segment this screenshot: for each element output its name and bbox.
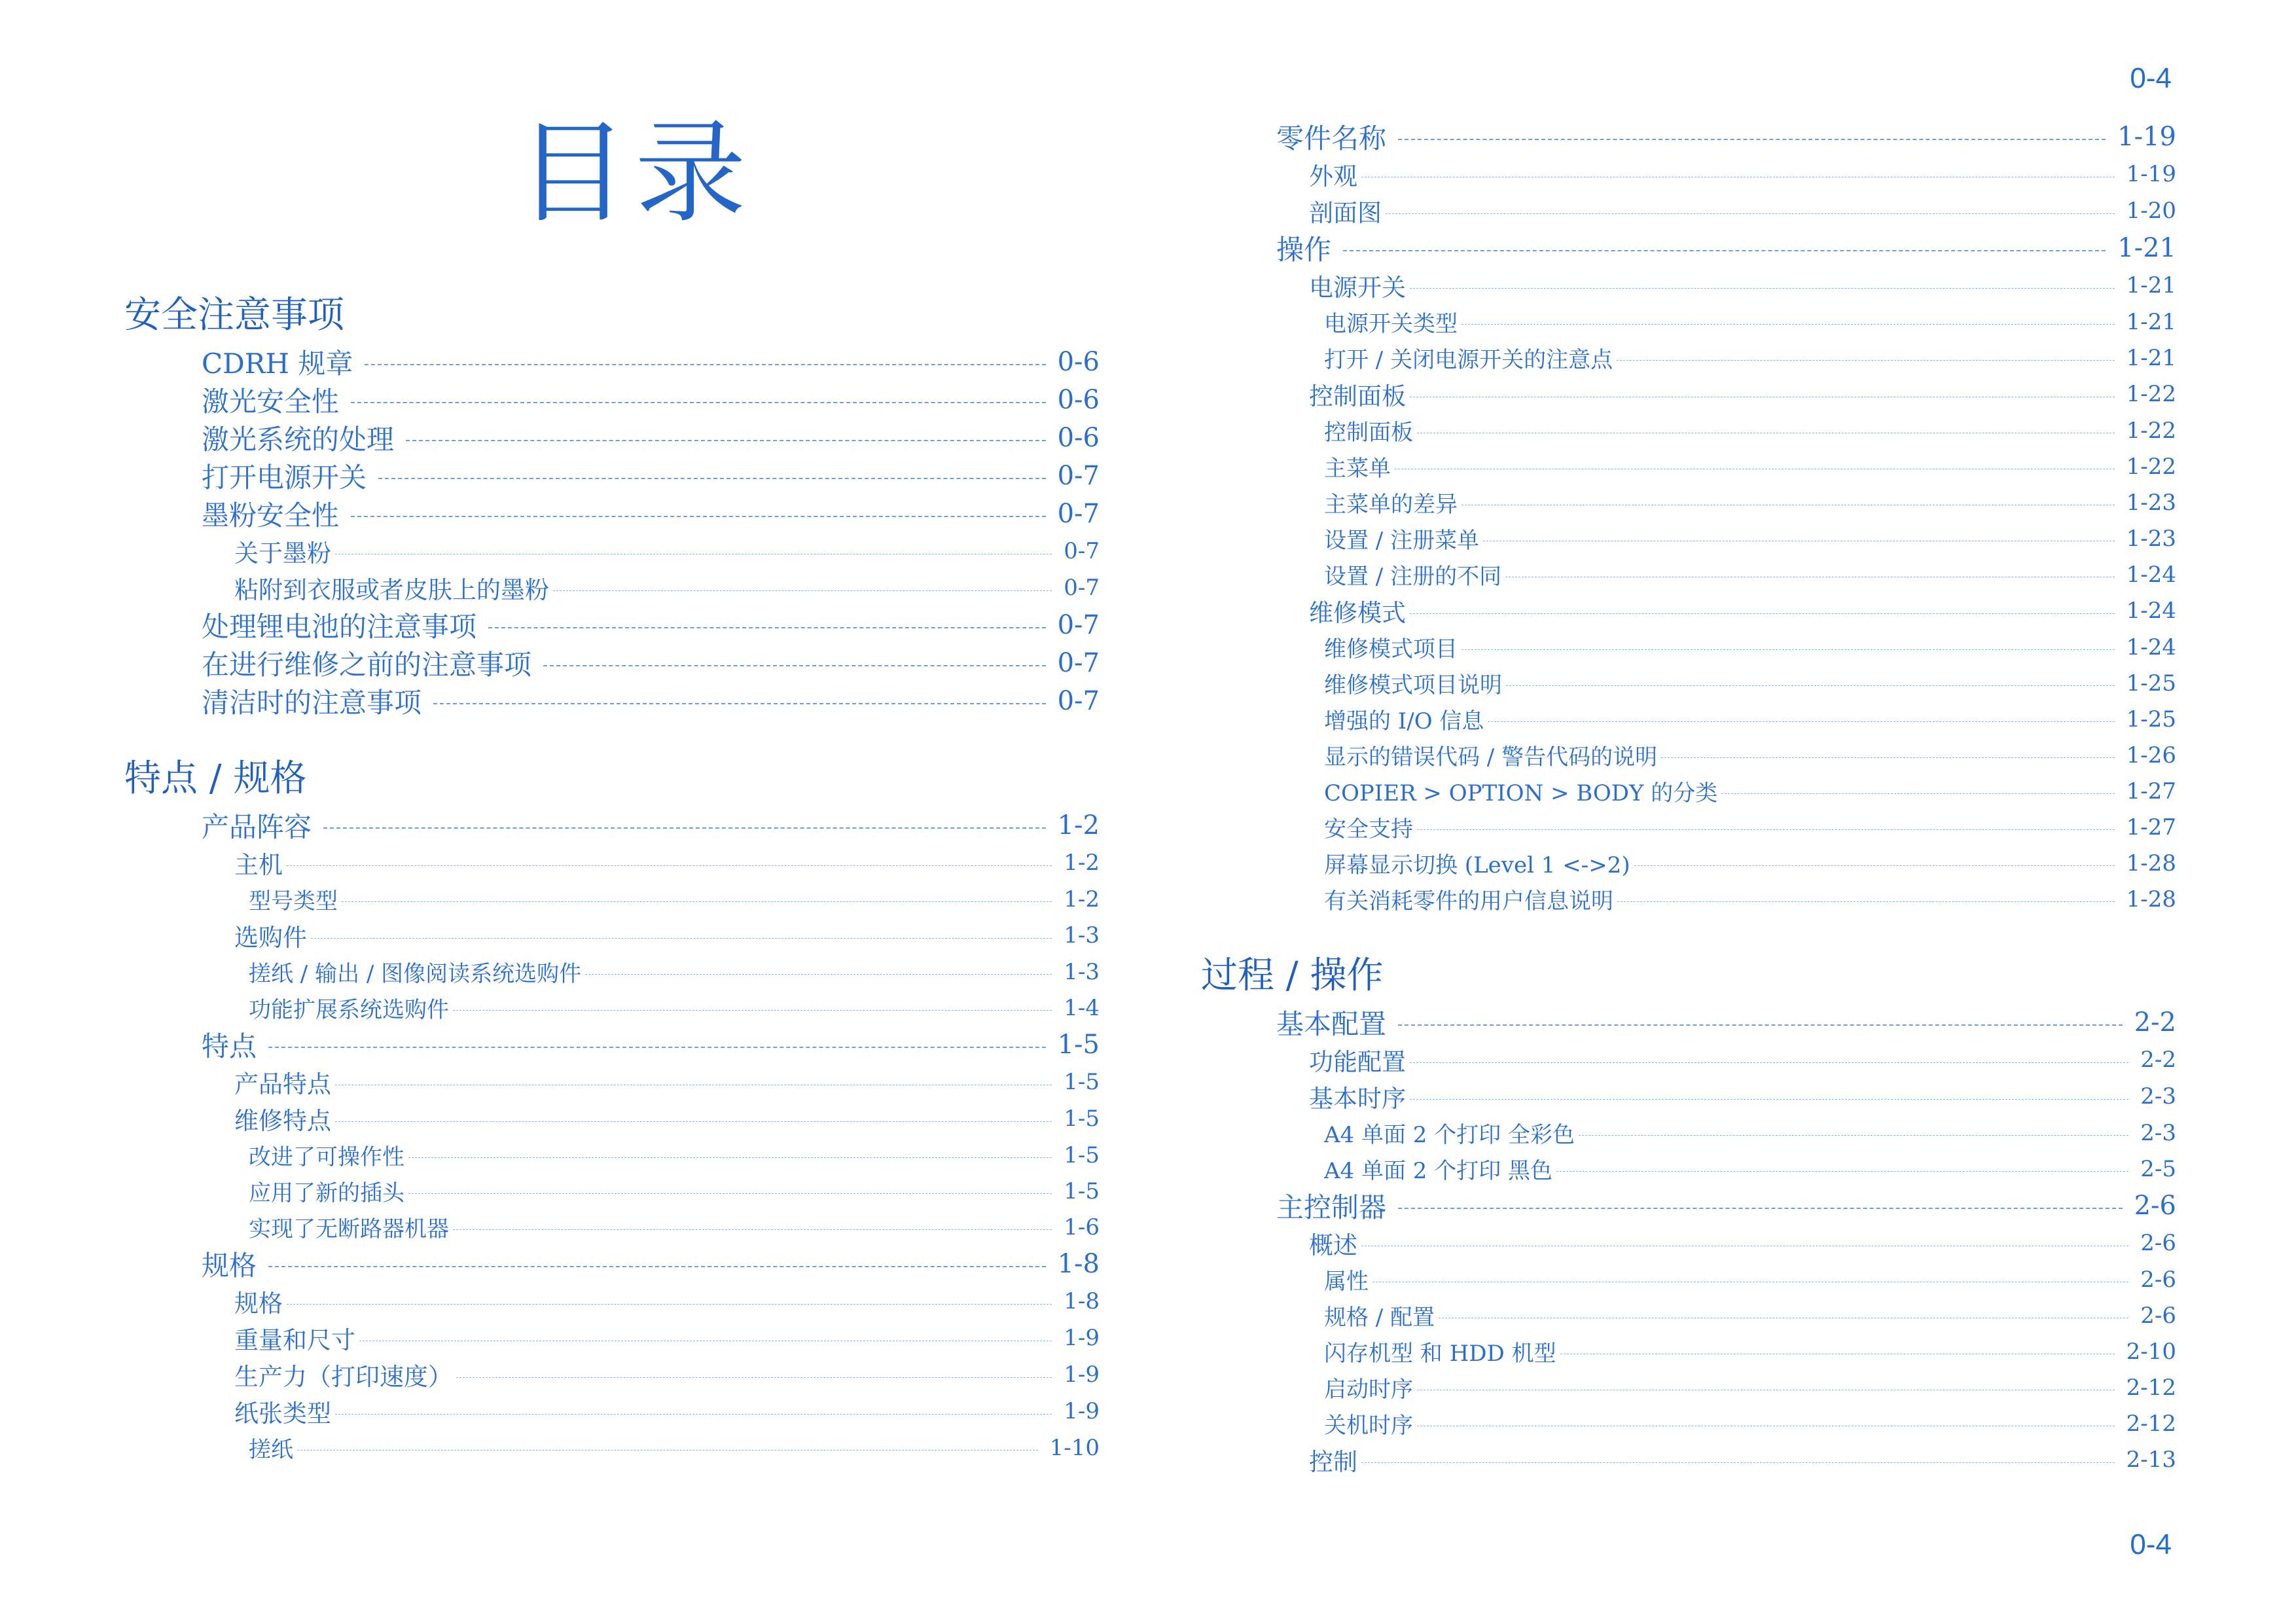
toc-entry-page: 1-24 bbox=[2126, 634, 2176, 660]
toc-entry-page: 1-2 bbox=[1064, 850, 1100, 876]
toc-entry-label: 闪存机型 和 HDD 机型 bbox=[1324, 1341, 1556, 1367]
toc-entry-page: 2-6 bbox=[2140, 1230, 2176, 1256]
section-heading: 过程 / 操作 bbox=[1201, 954, 1384, 997]
toc-entry[interactable] bbox=[1201, 192, 2176, 229]
toc-entry[interactable] bbox=[1201, 412, 2176, 448]
page-number-top: 0-4 bbox=[2130, 62, 2172, 94]
toc-entry-page: 1-9 bbox=[1064, 1325, 1100, 1351]
toc-entry-label: 搓纸 / 输出 / 图像阅读系统选购件 bbox=[249, 961, 582, 987]
toc-entry[interactable] bbox=[1201, 1441, 2176, 1478]
dot-leader bbox=[1617, 360, 2115, 361]
toc-entry[interactable] bbox=[124, 343, 1100, 381]
toc-entry-page: 1-5 bbox=[1064, 1069, 1100, 1095]
dot-leader bbox=[1410, 1062, 2128, 1063]
dot-leader bbox=[287, 865, 1052, 866]
dot-leader bbox=[1556, 1171, 2128, 1172]
toc-entry-label: 有关消耗零件的用户信息说明 bbox=[1324, 888, 1613, 914]
toc-entry[interactable] bbox=[124, 954, 1100, 990]
dot-leader bbox=[1462, 649, 2115, 650]
toc-entry-page: 2-3 bbox=[2140, 1083, 2176, 1110]
toc-entry-page: 1-4 bbox=[1064, 994, 1100, 1021]
toc-entry-label: 维修模式项目 bbox=[1324, 636, 1458, 662]
dot-leader bbox=[287, 1304, 1052, 1305]
dot-leader bbox=[365, 364, 1045, 365]
toc-entry-page: 1-2 bbox=[1057, 810, 1100, 840]
toc-entry[interactable] bbox=[124, 495, 1100, 533]
toc-entry-page: 2-13 bbox=[2126, 1447, 2176, 1473]
dot-leader bbox=[406, 440, 1046, 441]
toc-entry-label: 规格 / 配置 bbox=[1324, 1305, 1435, 1331]
toc-entry-label: 主菜单 bbox=[1324, 456, 1391, 482]
toc-entry[interactable] bbox=[1201, 881, 2176, 917]
toc-entry-page: 1-20 bbox=[2126, 198, 2176, 224]
toc-entry-page: 0-7 bbox=[1057, 461, 1100, 491]
toc-entry-label: 重量和尺寸 bbox=[234, 1326, 355, 1354]
toc-entry-label: 启动时序 bbox=[1324, 1377, 1413, 1403]
toc-entry-label: 操作 bbox=[1276, 234, 1332, 266]
toc-entry[interactable] bbox=[124, 1026, 1100, 1064]
toc-entry-label: 功能配置 bbox=[1309, 1048, 1406, 1076]
toc-entry[interactable] bbox=[1201, 1333, 2176, 1369]
toc-entry[interactable] bbox=[124, 1064, 1100, 1100]
dot-leader bbox=[342, 901, 1052, 902]
toc-entry[interactable] bbox=[124, 1137, 1100, 1173]
dot-leader bbox=[488, 627, 1046, 628]
toc-entry-page: 0-7 bbox=[1057, 686, 1100, 716]
toc-entry[interactable] bbox=[1201, 267, 2176, 304]
toc-entry[interactable] bbox=[1201, 484, 2176, 520]
toc-entry-page: 2-6 bbox=[2140, 1302, 2176, 1329]
toc-entry[interactable] bbox=[1201, 448, 2176, 484]
toc-entry[interactable] bbox=[1201, 1041, 2176, 1078]
toc-entry-label: 粘附到衣服或者皮肤上的墨粉 bbox=[234, 576, 549, 604]
dot-leader bbox=[585, 974, 1052, 975]
dot-leader bbox=[1462, 324, 2115, 325]
toc-entry-page: 1-24 bbox=[2126, 598, 2176, 624]
dot-leader bbox=[1410, 1099, 2128, 1100]
toc-entry-page: 1-21 bbox=[2126, 308, 2176, 335]
toc-entry-label: 主菜单的差异 bbox=[1324, 492, 1458, 518]
toc-entry-label: 处理锂电池的注意事项 bbox=[202, 611, 477, 643]
toc-entry[interactable] bbox=[124, 1320, 1100, 1356]
toc-entry-page: 1-5 bbox=[1064, 1178, 1100, 1204]
toc-entry-page: 1-27 bbox=[2126, 778, 2176, 804]
page-number-bottom: 0-4 bbox=[2130, 1528, 2172, 1561]
dot-leader bbox=[1343, 250, 2106, 251]
toc-entry[interactable] bbox=[124, 1356, 1100, 1393]
toc-entry[interactable] bbox=[124, 1393, 1100, 1430]
toc-entry-label: 控制 bbox=[1309, 1448, 1357, 1476]
toc-entry[interactable] bbox=[1201, 845, 2176, 881]
toc-entry-label: 功能扩展系统选购件 bbox=[249, 997, 449, 1023]
section-heading: 特点 / 规格 bbox=[124, 757, 307, 800]
dot-leader bbox=[1634, 865, 2115, 866]
dot-leader bbox=[1398, 139, 2106, 140]
toc-entry[interactable] bbox=[1201, 229, 2176, 267]
toc-entry-label: 激光系统的处理 bbox=[202, 424, 395, 456]
toc-entry-label: 控制面板 bbox=[1309, 382, 1406, 410]
toc-entry-page: 2-12 bbox=[2126, 1410, 2176, 1437]
section-heading: 安全注意事项 bbox=[124, 294, 344, 336]
dot-leader bbox=[351, 402, 1046, 403]
dot-leader bbox=[1579, 1135, 2128, 1136]
toc-entry[interactable] bbox=[1201, 1405, 2176, 1441]
toc-entry-label: 剖面图 bbox=[1309, 199, 1382, 227]
dot-leader bbox=[351, 516, 1046, 517]
toc-entry[interactable] bbox=[1201, 1151, 2176, 1187]
toc-entry-page: 1-9 bbox=[1064, 1398, 1100, 1424]
toc-entry-page: 0-7 bbox=[1057, 610, 1100, 640]
toc-entry-label: 属性 bbox=[1324, 1269, 1369, 1295]
dot-leader bbox=[1410, 613, 2115, 614]
toc-entry[interactable] bbox=[124, 1209, 1100, 1245]
toc-entry-page: 1-25 bbox=[2126, 670, 2176, 696]
toc-entry[interactable] bbox=[1201, 1261, 2176, 1297]
dot-leader bbox=[1506, 685, 2115, 686]
toc-entry-page: 1-5 bbox=[1064, 1106, 1100, 1132]
dot-leader bbox=[543, 665, 1046, 666]
toc-entry-page: 1-21 bbox=[2126, 272, 2176, 298]
dot-leader bbox=[1398, 1208, 2123, 1209]
toc-entry-page: 1-21 bbox=[2126, 344, 2176, 371]
toc-entry-page: 2-2 bbox=[2140, 1047, 2176, 1073]
toc-entry-page: 1-23 bbox=[2126, 489, 2176, 516]
toc-entry-label: 基本时序 bbox=[1309, 1085, 1406, 1113]
dot-leader bbox=[1386, 213, 2115, 214]
toc-entry-page: 1-22 bbox=[2126, 381, 2176, 407]
toc-entry[interactable] bbox=[124, 1245, 1100, 1283]
toc-entry[interactable] bbox=[1201, 1225, 2176, 1261]
toc-entry[interactable] bbox=[1201, 556, 2176, 592]
dot-leader bbox=[408, 1157, 1052, 1158]
toc-entry[interactable] bbox=[1201, 737, 2176, 773]
toc-entry-page: 1-8 bbox=[1064, 1288, 1100, 1314]
toc-entry-page: 0-7 bbox=[1064, 538, 1100, 564]
toc-entry[interactable] bbox=[124, 1283, 1100, 1320]
dot-leader bbox=[1410, 288, 2115, 289]
toc-entry-label: 激光安全性 bbox=[202, 386, 340, 418]
toc-entry-label: 产品特点 bbox=[234, 1070, 331, 1098]
dot-leader bbox=[268, 1266, 1046, 1267]
toc-entry-page: 1-5 bbox=[1057, 1030, 1100, 1060]
toc-entry-page: 1-22 bbox=[2126, 453, 2176, 480]
dot-leader bbox=[433, 703, 1046, 704]
toc-entry[interactable] bbox=[1201, 592, 2176, 629]
toc-entry-page: 1-23 bbox=[2126, 525, 2176, 552]
toc-entry[interactable] bbox=[1201, 1115, 2176, 1151]
toc-right-column bbox=[1201, 118, 2176, 1478]
toc-entry-page: 1-19 bbox=[2117, 122, 2176, 152]
toc-entry-label: COPIER > OPTION > BODY 的分类 bbox=[1324, 780, 1718, 806]
toc-entry[interactable] bbox=[124, 606, 1100, 644]
toc-entry-label: 应用了新的插头 bbox=[249, 1180, 404, 1206]
toc-entry-label: 主控制器 bbox=[1276, 1191, 1387, 1223]
toc-entry[interactable] bbox=[124, 457, 1100, 495]
toc-entry-label: 增强的 I/O 信息 bbox=[1324, 708, 1484, 734]
toc-entry-page: 0-6 bbox=[1057, 347, 1100, 377]
toc-entry-page: 2-12 bbox=[2126, 1374, 2176, 1401]
toc-entry-page: 0-7 bbox=[1064, 575, 1100, 601]
toc-entry-label: 打开 / 关闭电源开关的注意点 bbox=[1324, 347, 1613, 373]
toc-entry[interactable] bbox=[124, 1100, 1100, 1137]
toc-entry-label: 关于墨粉 bbox=[234, 539, 331, 568]
dot-leader bbox=[1721, 793, 2114, 794]
toc-entry[interactable] bbox=[124, 381, 1100, 419]
toc-entry-label: 维修特点 bbox=[234, 1107, 331, 1135]
dot-leader bbox=[1661, 757, 2115, 758]
toc-entry[interactable] bbox=[1201, 1078, 2176, 1115]
toc-entry[interactable] bbox=[1201, 376, 2176, 412]
toc-entry-label: 维修模式 bbox=[1309, 599, 1406, 627]
toc-entry-label: 纸张类型 bbox=[234, 1399, 331, 1428]
toc-entry-page: 1-25 bbox=[2126, 706, 2176, 732]
toc-entry-page: 2-2 bbox=[2134, 1007, 2176, 1038]
toc-entry-label: 电源开关 bbox=[1309, 274, 1406, 302]
toc-entry-page: 1-22 bbox=[2126, 417, 2176, 444]
toc-entry-label: 电源开关类型 bbox=[1324, 311, 1458, 337]
toc-entry[interactable] bbox=[1201, 520, 2176, 556]
toc-entry-page: 1-27 bbox=[2126, 814, 2176, 840]
toc-entry[interactable] bbox=[1201, 1003, 2176, 1041]
toc-entry-label: 概述 bbox=[1309, 1231, 1357, 1259]
toc-entry-label: 改进了可操作性 bbox=[249, 1144, 404, 1170]
toc-entry-label: 维修模式项目说明 bbox=[1324, 672, 1502, 698]
toc-entry-label: 设置 / 注册菜单 bbox=[1324, 528, 1480, 554]
dot-leader bbox=[453, 1229, 1052, 1230]
toc-entry-label: 控制面板 bbox=[1324, 420, 1413, 446]
dot-leader bbox=[1488, 721, 2114, 722]
dot-leader bbox=[297, 1450, 1038, 1451]
toc-entry-page: 0-6 bbox=[1057, 423, 1100, 453]
toc-entry-page: 1-19 bbox=[2126, 161, 2176, 187]
toc-entry-label: 生产力（打印速度） bbox=[234, 1363, 452, 1391]
dot-leader bbox=[1617, 901, 2115, 902]
toc-entry-page: 2-3 bbox=[2140, 1119, 2176, 1146]
toc-entry-label: A4 单面 2 个打印 全彩色 bbox=[1324, 1122, 1575, 1148]
page-title: 目录 bbox=[517, 109, 753, 238]
dot-leader bbox=[408, 1193, 1052, 1194]
toc-entry[interactable] bbox=[1201, 1369, 2176, 1405]
toc-entry-label: 特点 bbox=[202, 1030, 257, 1062]
toc-entry-page: 2-5 bbox=[2140, 1155, 2176, 1182]
toc-entry-label: A4 单面 2 个打印 黑色 bbox=[1324, 1158, 1553, 1184]
toc-entry-label: 屏幕显示切换 (Level 1 <->2) bbox=[1324, 852, 1630, 878]
toc-entry[interactable] bbox=[124, 806, 1100, 844]
toc-entry-page: 0-7 bbox=[1057, 648, 1100, 678]
toc-entry-label: 型号类型 bbox=[249, 888, 338, 914]
toc-entry-label: 清洁时的注意事项 bbox=[202, 687, 422, 719]
toc-entry-label: 主机 bbox=[234, 851, 283, 879]
toc-entry-label: 安全支持 bbox=[1324, 816, 1413, 842]
toc-entry-label: 选购件 bbox=[234, 924, 307, 952]
toc-entry[interactable] bbox=[124, 533, 1100, 569]
dot-leader bbox=[335, 1414, 1052, 1415]
toc-entry[interactable] bbox=[1201, 304, 2176, 340]
toc-entry-page: 1-28 bbox=[2126, 886, 2176, 912]
toc-entry-page: 2-6 bbox=[2140, 1266, 2176, 1293]
toc-entry[interactable] bbox=[124, 644, 1100, 682]
toc-entry-label: 规格 bbox=[234, 1290, 283, 1318]
toc-entry-label: 产品阵容 bbox=[202, 811, 312, 843]
toc-entry-label: 零件名称 bbox=[1276, 122, 1387, 154]
toc-entry-page: 1-3 bbox=[1064, 958, 1100, 985]
toc-entry[interactable] bbox=[1201, 629, 2176, 665]
toc-entry-page: 2-6 bbox=[2134, 1191, 2176, 1221]
toc-entry-label: 搓纸 bbox=[249, 1437, 293, 1463]
toc-entry-label: 打开电源开关 bbox=[202, 461, 367, 494]
toc-entry-page: 1-21 bbox=[2117, 233, 2176, 263]
toc-entry-page: 1-9 bbox=[1064, 1362, 1100, 1388]
toc-entry-label: 显示的错误代码 / 警告代码的说明 bbox=[1324, 744, 1658, 770]
dot-leader bbox=[311, 938, 1052, 939]
toc-entry[interactable] bbox=[124, 569, 1100, 606]
toc-entry-label: 规格 bbox=[202, 1250, 257, 1282]
toc-entry[interactable] bbox=[1201, 665, 2176, 701]
dot-leader bbox=[378, 478, 1046, 479]
toc-entry-page: 1-3 bbox=[1064, 922, 1100, 948]
toc-entry-page: 1-26 bbox=[2126, 742, 2176, 768]
toc-entry-label: 外观 bbox=[1309, 162, 1357, 190]
dot-leader bbox=[1417, 829, 2115, 830]
toc-entry-label: 在进行维修之前的注意事项 bbox=[202, 649, 532, 681]
toc-entry-page: 0-6 bbox=[1057, 385, 1100, 415]
toc-entry[interactable] bbox=[1201, 1187, 2176, 1225]
toc-entry-label: 基本配置 bbox=[1276, 1008, 1387, 1040]
toc-entry[interactable] bbox=[1201, 340, 2176, 376]
dot-leader bbox=[1361, 1462, 2115, 1463]
toc-left-column bbox=[124, 288, 1100, 1466]
toc-entry[interactable] bbox=[124, 682, 1100, 720]
toc-entry-page: 1-5 bbox=[1064, 1142, 1100, 1168]
toc-entry-label: 设置 / 注册的不同 bbox=[1324, 564, 1502, 590]
toc-entry-label: CDRH 规章 bbox=[202, 348, 353, 380]
dot-leader bbox=[1398, 1024, 2123, 1026]
toc-entry-page: 0-7 bbox=[1057, 499, 1100, 529]
toc-entry-label: 实现了无断路器机器 bbox=[249, 1216, 449, 1242]
toc-entry[interactable] bbox=[124, 881, 1100, 917]
toc-entry[interactable] bbox=[1201, 809, 2176, 845]
toc-entry-page: 1-8 bbox=[1057, 1249, 1100, 1279]
toc-entry-label: 墨粉安全性 bbox=[202, 499, 340, 532]
toc-entry[interactable] bbox=[1201, 156, 2176, 192]
toc-entry-label: 关机时序 bbox=[1324, 1413, 1413, 1439]
toc-entry-page: 1-2 bbox=[1064, 886, 1100, 912]
dot-leader bbox=[553, 590, 1052, 591]
dot-leader bbox=[453, 1010, 1052, 1011]
toc-entry[interactable] bbox=[1201, 1297, 2176, 1333]
dot-leader bbox=[456, 1377, 1052, 1378]
toc-entry[interactable] bbox=[124, 917, 1100, 954]
toc-entry[interactable] bbox=[1201, 773, 2176, 809]
dot-leader bbox=[268, 1047, 1046, 1048]
toc-entry[interactable] bbox=[124, 419, 1100, 457]
dot-leader bbox=[323, 827, 1046, 829]
toc-entry[interactable] bbox=[124, 1173, 1100, 1209]
toc-entry[interactable] bbox=[124, 844, 1100, 881]
toc-entry-page: 2-10 bbox=[2126, 1338, 2176, 1365]
toc-entry[interactable] bbox=[1201, 118, 2176, 156]
dot-leader bbox=[335, 1121, 1052, 1122]
toc-entry[interactable] bbox=[124, 1430, 1100, 1466]
toc-entry[interactable] bbox=[124, 990, 1100, 1026]
toc-entry-page: 1-28 bbox=[2126, 850, 2176, 876]
toc-entry-page: 1-24 bbox=[2126, 561, 2176, 588]
toc-entry[interactable] bbox=[1201, 701, 2176, 737]
toc-entry-page: 1-10 bbox=[1049, 1434, 1100, 1461]
toc-entry-page: 1-6 bbox=[1064, 1214, 1100, 1240]
